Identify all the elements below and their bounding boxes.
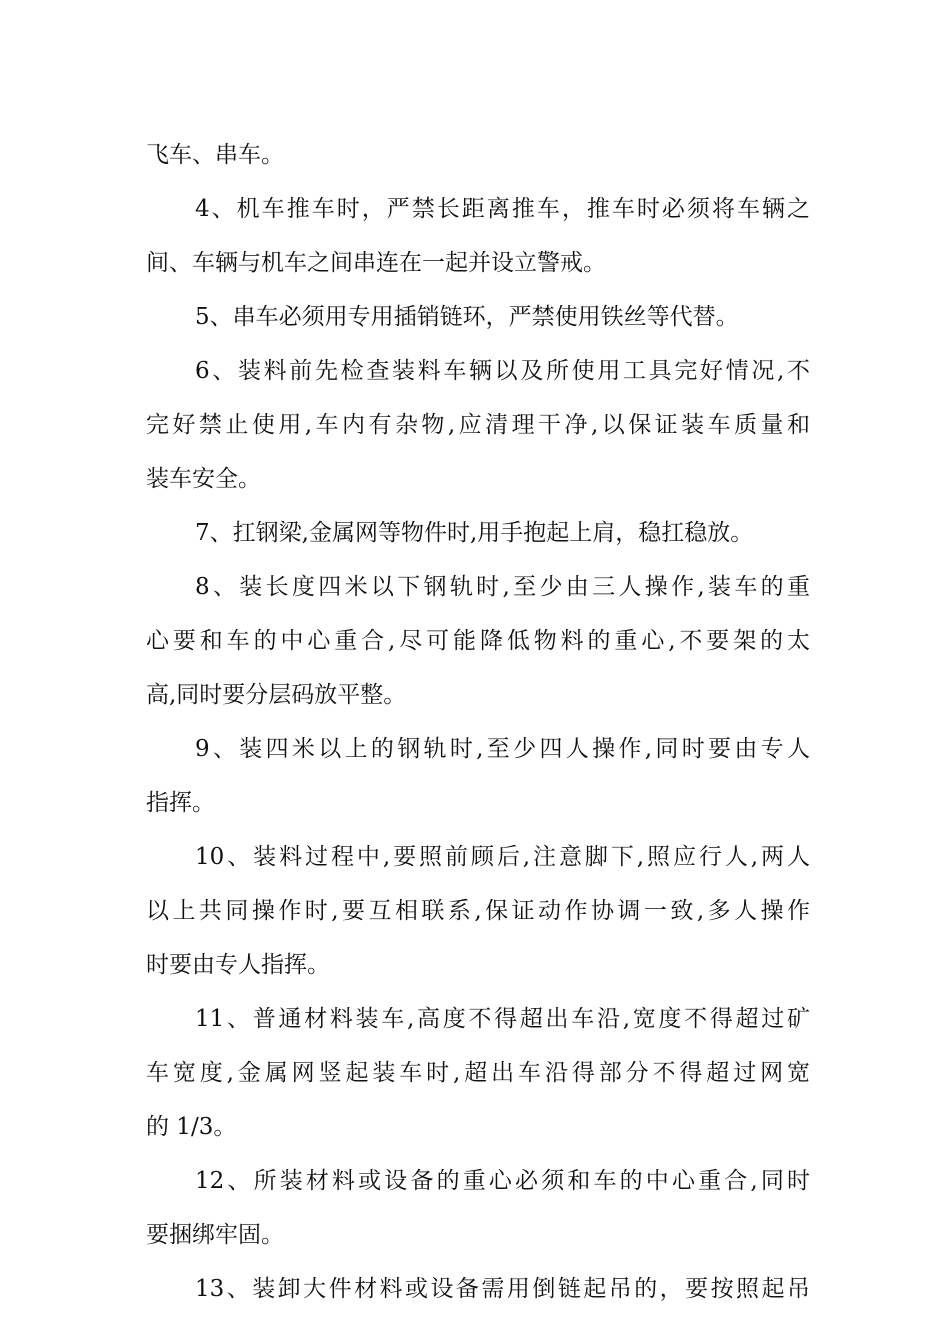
text-line: 10、装料过程中,要照前顾后,注意脚下,照应行人,两人 [195,844,810,870]
text-line: 间、车辆与机车之间串连在一起并设立警戒。 [146,250,606,276]
text-line: 7、扛钢梁,金属网等物件时,用手抱起上肩，稳扛稳放。 [195,520,754,546]
text-line: 车宽度,金属网竖起装车时,超出车沿得部分不得超过网宽 [146,1060,810,1086]
text-line: 要捆绑牢固。 [146,1222,284,1248]
text-line: 8、装长度四米以下钢轨时,至少由三人操作,装车的重 [195,574,810,600]
document-body [146,128,810,1316]
text-line: 飞车、串车。 [146,142,284,168]
text-line: 以上共同操作时,要互相联系,保证动作协调一致,多人操作 [146,898,810,924]
text-line: 高,同时要分层码放平整。 [146,682,407,708]
text-line: 6、装料前先检查装料车辆以及所使用工具完好情况,不 [195,358,810,384]
text-line: 时要由专人指挥。 [146,952,330,978]
text-line: 心要和车的中心重合,尽可能降低物料的重心,不要架的太 [146,628,810,654]
text-line: 13、装卸大件材料或设备需用倒链起吊的，要按照起吊 [195,1276,810,1302]
text-line: 的 1/3。 [146,1114,237,1140]
text-line: 完好禁止使用,车内有杂物,应清理干净,以保证装车质量和 [146,412,810,438]
text-line: 5、串车必须用专用插销链环，严禁使用铁丝等代替。 [195,304,739,330]
text-line: 4、机车推车时，严禁长距离推车，推车时必须将车辆之 [195,196,810,222]
text-line: 装车安全。 [146,466,261,492]
text-line: 12、所装材料或设备的重心必须和车的中心重合,同时 [195,1168,810,1194]
text-line: 指挥。 [146,790,215,816]
text-line: 11、普通材料装车,高度不得超出车沿,宽度不得超过矿 [195,1006,810,1032]
text-line: 9、装四米以上的钢轨时,至少四人操作,同时要由专人 [195,736,810,762]
